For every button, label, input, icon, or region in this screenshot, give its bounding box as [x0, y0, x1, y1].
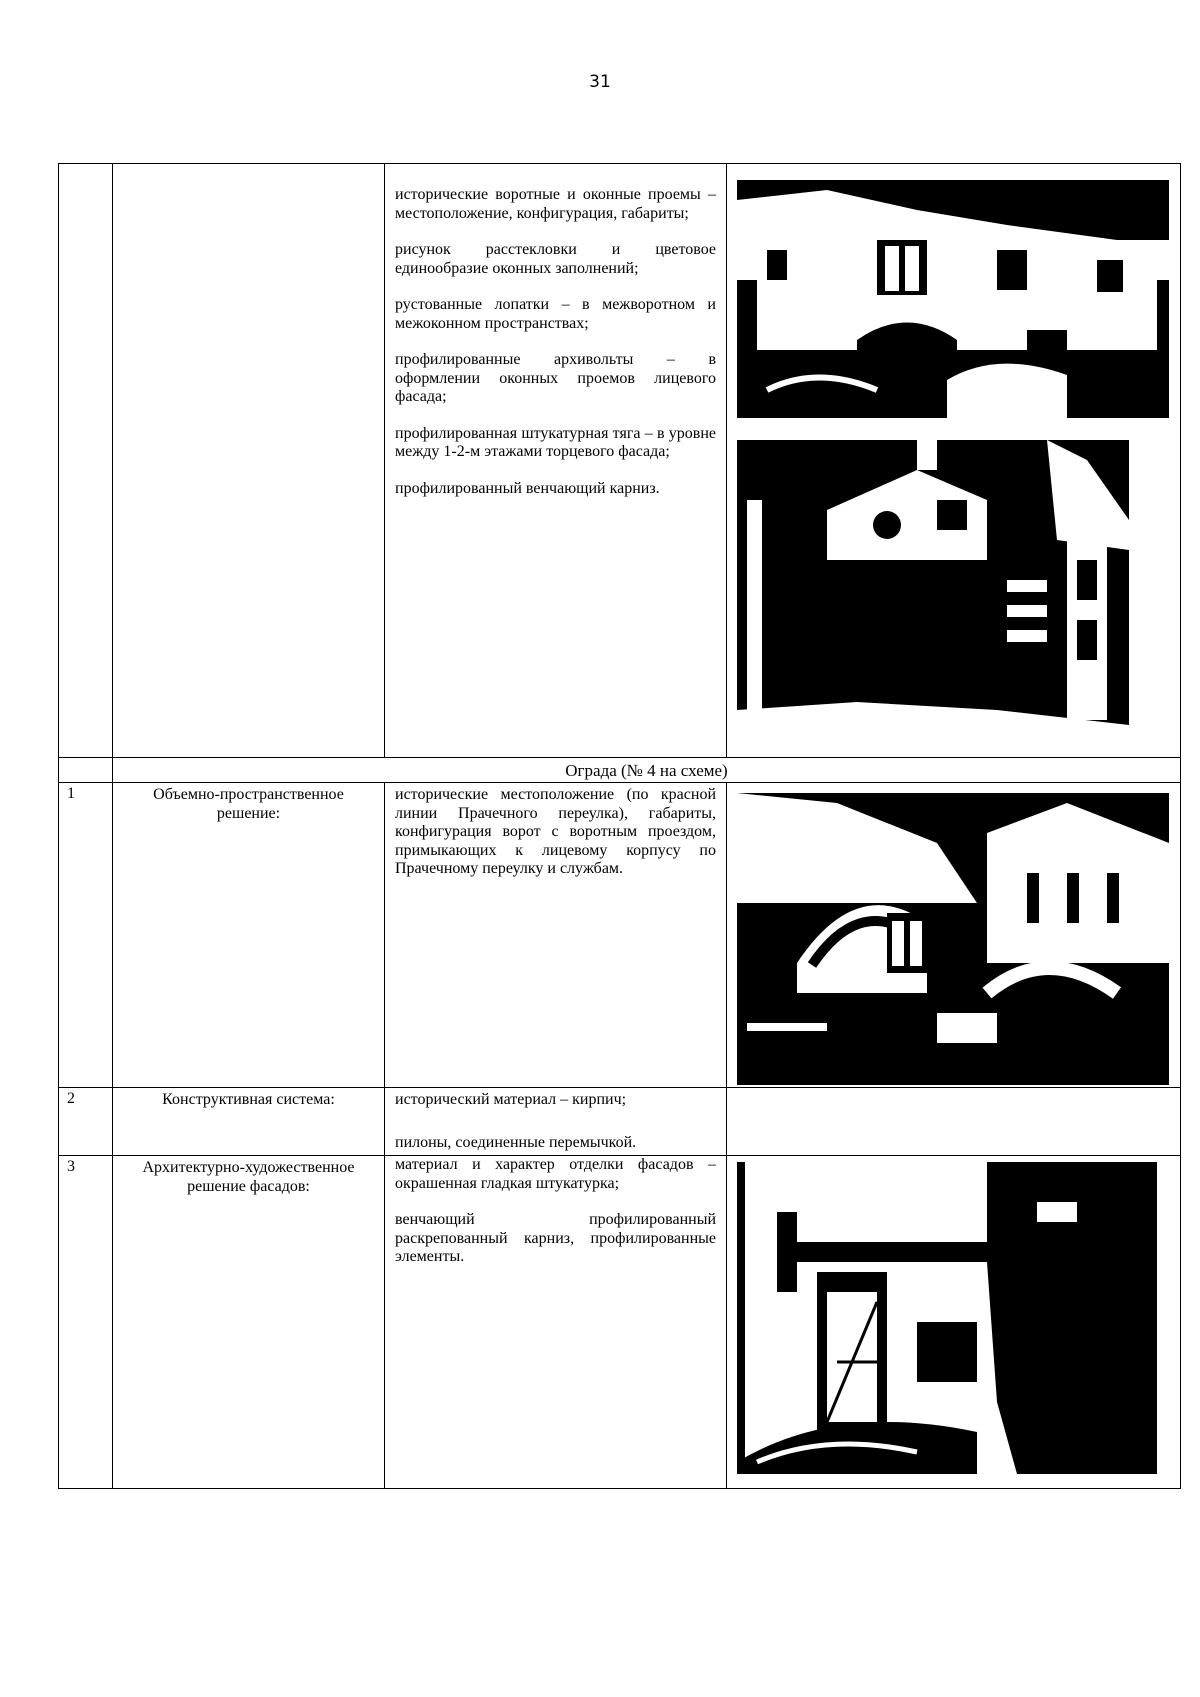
feature-item: профилированные архивольты – в оформлении оконных проемов лицевого фасада;: [395, 351, 716, 406]
page-number: 31: [589, 72, 611, 92]
feature-item: исторические воротные и оконные проемы – местоположение, конфигурация, габариты;: [395, 186, 716, 222]
cell-description: [385, 783, 727, 1088]
cell-name-empty: [113, 164, 385, 758]
cell-description: [385, 1156, 727, 1489]
fence-gate-photo: [737, 793, 1169, 1085]
feature-item: исторические местоположение (по красной линии Прачечного переулка), габариты, конфигурация ворот с воротным проездом, примыкающих к лицевому корпусу по Прачечному переулку и службам.: [395, 786, 716, 878]
section-header-row: [59, 758, 1181, 783]
monument-features-table: [58, 163, 1181, 1489]
cell-photo-empty: [727, 1088, 1181, 1156]
table-row: [59, 1088, 1181, 1156]
feature-item: рустованные лопатки – в межворотном и межоконном пространствах;: [395, 296, 716, 332]
feature-item: исторический материал – кирпич;: [395, 1091, 627, 1108]
row-name: Конструктивная система:: [113, 1088, 385, 1156]
table-row: [59, 1156, 1181, 1489]
section-title: Ограда (№ 4 на схеме): [113, 758, 1181, 783]
facade-photo-side: [737, 440, 1129, 740]
row-number: 2: [59, 1088, 113, 1156]
cell-photos: [727, 164, 1181, 758]
gate-courtyard-photo: [737, 1162, 1157, 1474]
feature-item: пилоны, соединенные перемычкой.: [395, 1133, 637, 1151]
cell-photos: [727, 1156, 1181, 1489]
row-number: 3: [59, 1156, 113, 1489]
row-number: 1: [59, 783, 113, 1088]
feature-item: рисунок расстекловки и цветовое единообразие оконных заполнений;: [395, 241, 716, 277]
cell-number-empty: [59, 758, 113, 783]
row-name: Архитектурно-художественное решение фасадов:: [113, 1156, 385, 1489]
cell-number-empty: [59, 164, 113, 758]
feature-item: венчающий профилированный раскрепованный карниз, профилированные элементы.: [395, 1211, 716, 1266]
facade-photo-street: [737, 180, 1169, 418]
cell-description: [385, 1088, 727, 1156]
cell-photos: [727, 783, 1181, 1088]
feature-item: профилированная штукатурная тяга – в уровне между 1-2-м этажами торцевого фасада;: [395, 424, 716, 461]
cell-description: [385, 164, 727, 758]
row-name: Объемно-пространственное решение:: [113, 783, 385, 1088]
table-row-facade: [59, 164, 1181, 758]
feature-item: профилированный венчающий карниз.: [395, 480, 660, 498]
table-row: [59, 783, 1181, 1088]
feature-item: материал и характер отделки фасадов – окрашенная гладкая штукатурка;: [395, 1156, 716, 1192]
